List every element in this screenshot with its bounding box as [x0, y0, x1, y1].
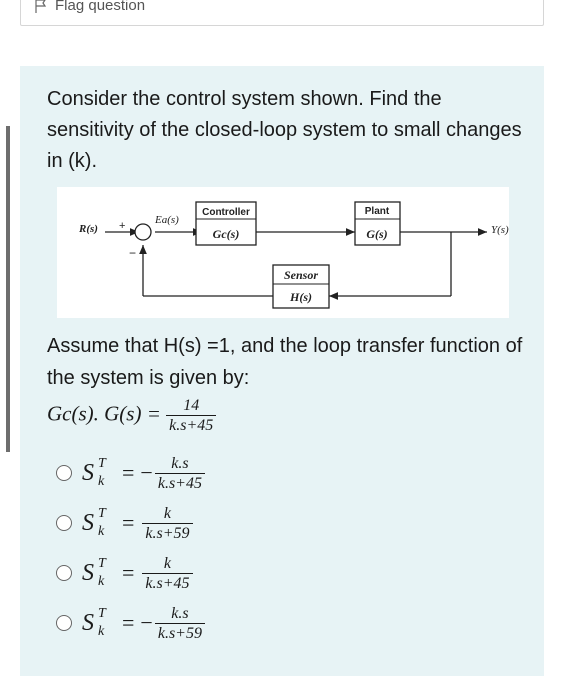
- answer-option-1[interactable]: S T k = − $\frac{k.s}{k.s+45}$: [56, 450, 205, 496]
- option-sign: −: [140, 460, 153, 485]
- sensitivity-symbol: S T k: [82, 606, 106, 639]
- plant-tf: G(s): [366, 227, 388, 241]
- controller-tf: Gc(s): [212, 227, 240, 241]
- flag-question-button[interactable]: [20, 0, 544, 26]
- block-diagram: [57, 187, 509, 318]
- sensitivity-symbol: S T k: [82, 556, 106, 589]
- option-denominator: k.s+59: [157, 624, 202, 642]
- sensitivity-symbol: S T k: [82, 506, 106, 539]
- transfer-function-lhs: Gc(s). G(s) =: [47, 401, 161, 426]
- output-label: Y(s): [491, 224, 509, 236]
- plant-title: Plant: [364, 206, 390, 217]
- sensitivity-symbol: S T k: [82, 456, 106, 489]
- option-denominator: k.s+59: [145, 524, 190, 542]
- option-fraction: [142, 554, 192, 593]
- assumption-text: Assume that H(s) =1, and the loop transfer function of the system is given by:: [47, 335, 523, 389]
- radio-button[interactable]: [56, 565, 72, 581]
- option-fraction: [155, 604, 205, 643]
- answer-option-4[interactable]: S T k = − $\frac{k.s}{k.s+59}$: [56, 600, 205, 646]
- option-numerator: k: [142, 504, 192, 524]
- scroll-indicator: [6, 126, 10, 452]
- plus-sign: +: [119, 220, 126, 232]
- option-sign: −: [140, 610, 153, 635]
- radio-button[interactable]: [56, 465, 72, 481]
- input-label: R(s): [79, 223, 98, 235]
- minus-sign: −: [129, 246, 137, 260]
- transfer-function-fraction: [166, 396, 216, 435]
- option-numerator: k.s: [155, 604, 205, 624]
- flag-question-label: Flag question: [55, 0, 146, 14]
- option-fraction: [142, 504, 192, 543]
- controller-title: Controller: [202, 207, 250, 218]
- answer-option-2[interactable]: S T k = $\frac{k}{k.s+59}$: [56, 500, 193, 546]
- radio-button[interactable]: [56, 615, 72, 631]
- sensor-tf: H(s): [290, 290, 312, 304]
- transfer-function-numerator: 14: [166, 396, 216, 416]
- summing-junction: [135, 224, 151, 240]
- option-denominator: k.s+45: [145, 574, 190, 592]
- question-panel: [20, 66, 544, 676]
- question-prompt: Consider the control system shown. Find the sensitivity of the closed-loop system to small changes in (k).: [47, 88, 522, 172]
- radio-button[interactable]: [56, 515, 72, 531]
- answer-option-3[interactable]: S T k = $\frac{k}{k.s+45}$: [56, 550, 193, 596]
- transfer-function-denominator: k.s+45: [169, 417, 214, 434]
- option-denominator: k.s+45: [157, 474, 202, 492]
- transfer-function: [47, 396, 216, 435]
- option-fraction: [155, 454, 205, 493]
- error-label: Ea(s): [155, 214, 179, 226]
- flag-icon: [35, 0, 47, 18]
- option-numerator: k: [142, 554, 192, 574]
- sensor-title: Sensor: [283, 268, 319, 282]
- option-numerator: k.s: [155, 454, 205, 474]
